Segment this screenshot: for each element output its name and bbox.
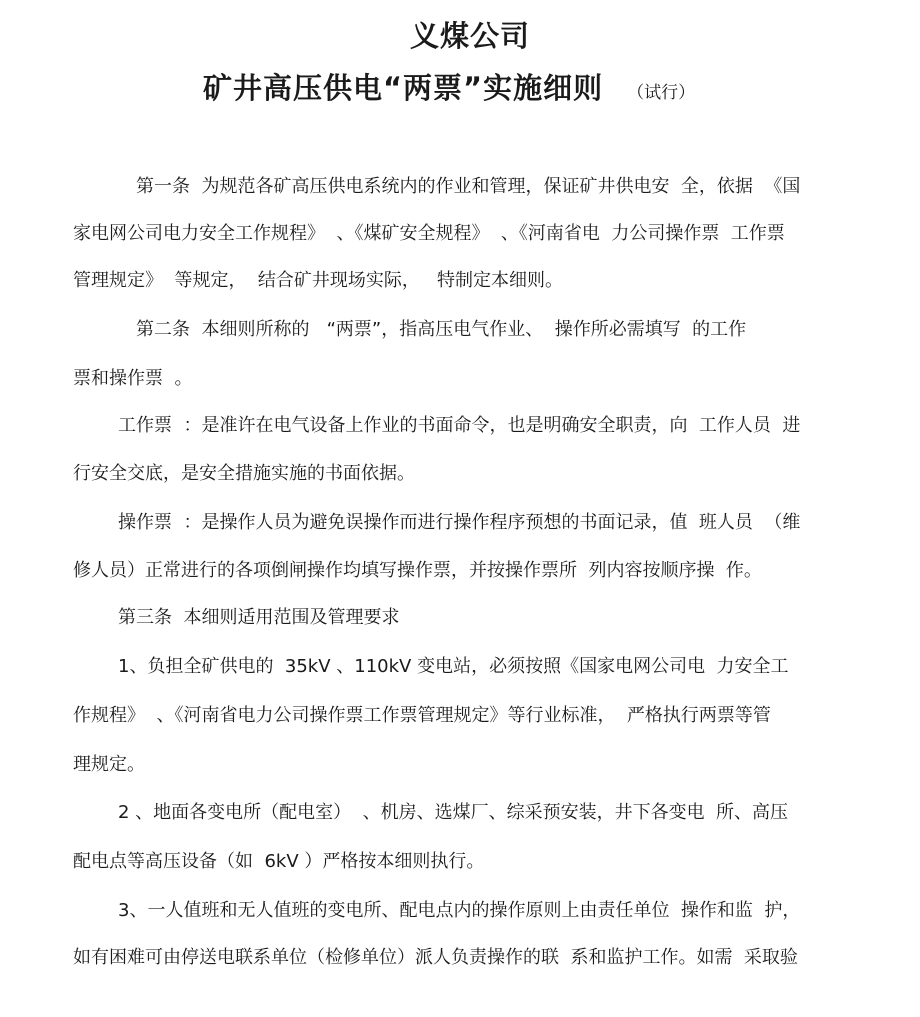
body-line: 操作票 ：是操作人员为避免误操作而进行操作程序预想的书面记录，值 班人员 （维	[118, 512, 801, 533]
document-title-text: 矿井高压供电“两票”实施细则	[203, 71, 604, 105]
body-line: 1、负担全矿供电的 35kV 、110kV 变电站，必须按照《国家电网公司电 力安全工	[118, 656, 789, 677]
body-line: 2 、地面各变电所（配电室） 、机房、选煤厂、综采预安装，井下各变电 所、高压	[118, 802, 789, 823]
body-line: 修人员）正常进行的各项倒闸操作均填写操作票，并按操作票所 列内容按顺序操 作。	[73, 560, 762, 581]
body-line: 第二条 本细则所称的 “两票”，指高压电气作业、 操作所必需填写 的工作	[136, 319, 747, 340]
body-line: 工作票 ：是准许在电气设备上作业的书面命令，也是明确安全职责，向 工作人员 进	[118, 415, 801, 436]
body-line: 3、一人值班和无人值班的变电所、配电点内的操作原则上由责任单位 操作和监 护，	[118, 900, 801, 921]
body-line: 管理规定》 等规定， 结合矿井现场实际， 特制定本细则。	[73, 270, 564, 291]
body-line: 票和操作票 。	[73, 368, 193, 389]
document-title	[203, 66, 695, 107]
body-line: 家电网公司电力安全工作规程》 、《煤矿安全规程》 、《河南省电 力公司操作票 工作票	[73, 223, 785, 244]
trial-label: （试行）	[627, 83, 696, 103]
body-line: 作规程》 、《河南省电力公司操作票工作票管理规定》等行业标准， 严格执行两票等管	[73, 705, 771, 726]
body-line: 如有困难可由停送电联系单位（检修单位）派人负责操作的联 系和监护工作。如需 采取验	[73, 947, 798, 968]
body-line: 理规定。	[73, 754, 145, 775]
body-line: 第一条 为规范各矿高压供电系统内的作业和管理，保证矿井供电安 全，依据 《国	[136, 176, 801, 197]
company-title: 义煤公司	[409, 19, 530, 53]
body-line: 第三条 本细则适用范围及管理要求	[118, 607, 400, 628]
body-line: 行安全交底，是安全措施实施的书面依据。	[73, 463, 415, 484]
body-line: 配电点等高压设备（如 6kV ）严格按本细则执行。	[73, 851, 485, 872]
